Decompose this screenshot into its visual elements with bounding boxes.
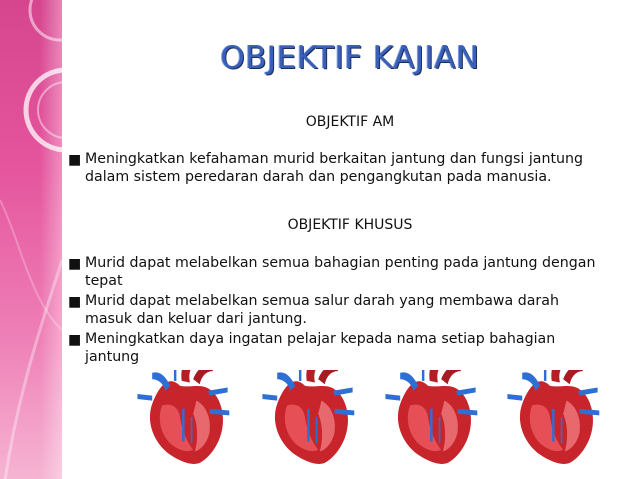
slide-title: OBJEKTIF KAJIAN	[220, 40, 480, 76]
list-item-text: Meningkatkan kefahaman murid berkaitan jantung dan fungsi jantung dalam sistem peredaran darah dan pengangkutan pada manusia.	[85, 151, 584, 185]
bullet-icon: ■	[68, 256, 82, 272]
list-item	[70, 254, 600, 290]
list-item	[70, 330, 600, 366]
list-item-text: Murid dapat melabelkan semua salur darah yang membawa darah masuk dan keluar dari jantung.	[85, 293, 559, 327]
bullet-icon: ■	[68, 294, 82, 310]
list-item	[70, 292, 600, 328]
bullet-icon: ■	[68, 332, 82, 348]
section-heading-general: OBJEKTIF AM	[305, 114, 395, 130]
list-item-text: Meningkatkan daya ingatan pelajar kepada nama setiap bahagian jantung	[85, 331, 556, 365]
heart-illustrations	[0, 370, 638, 479]
heart-anatomy-icon	[385, 370, 477, 464]
list-item	[70, 150, 600, 186]
heart-anatomy-icon	[507, 370, 599, 464]
heart-anatomy-icon	[137, 370, 229, 464]
bullet-icon: ■	[68, 152, 82, 168]
section-heading-specific: OBJEKTIF KHUSUS	[287, 217, 413, 233]
list-item-text: Murid dapat melabelkan semua bahagian penting pada jantung dengan tepat	[85, 255, 596, 289]
heart-anatomy-icon	[262, 370, 354, 464]
